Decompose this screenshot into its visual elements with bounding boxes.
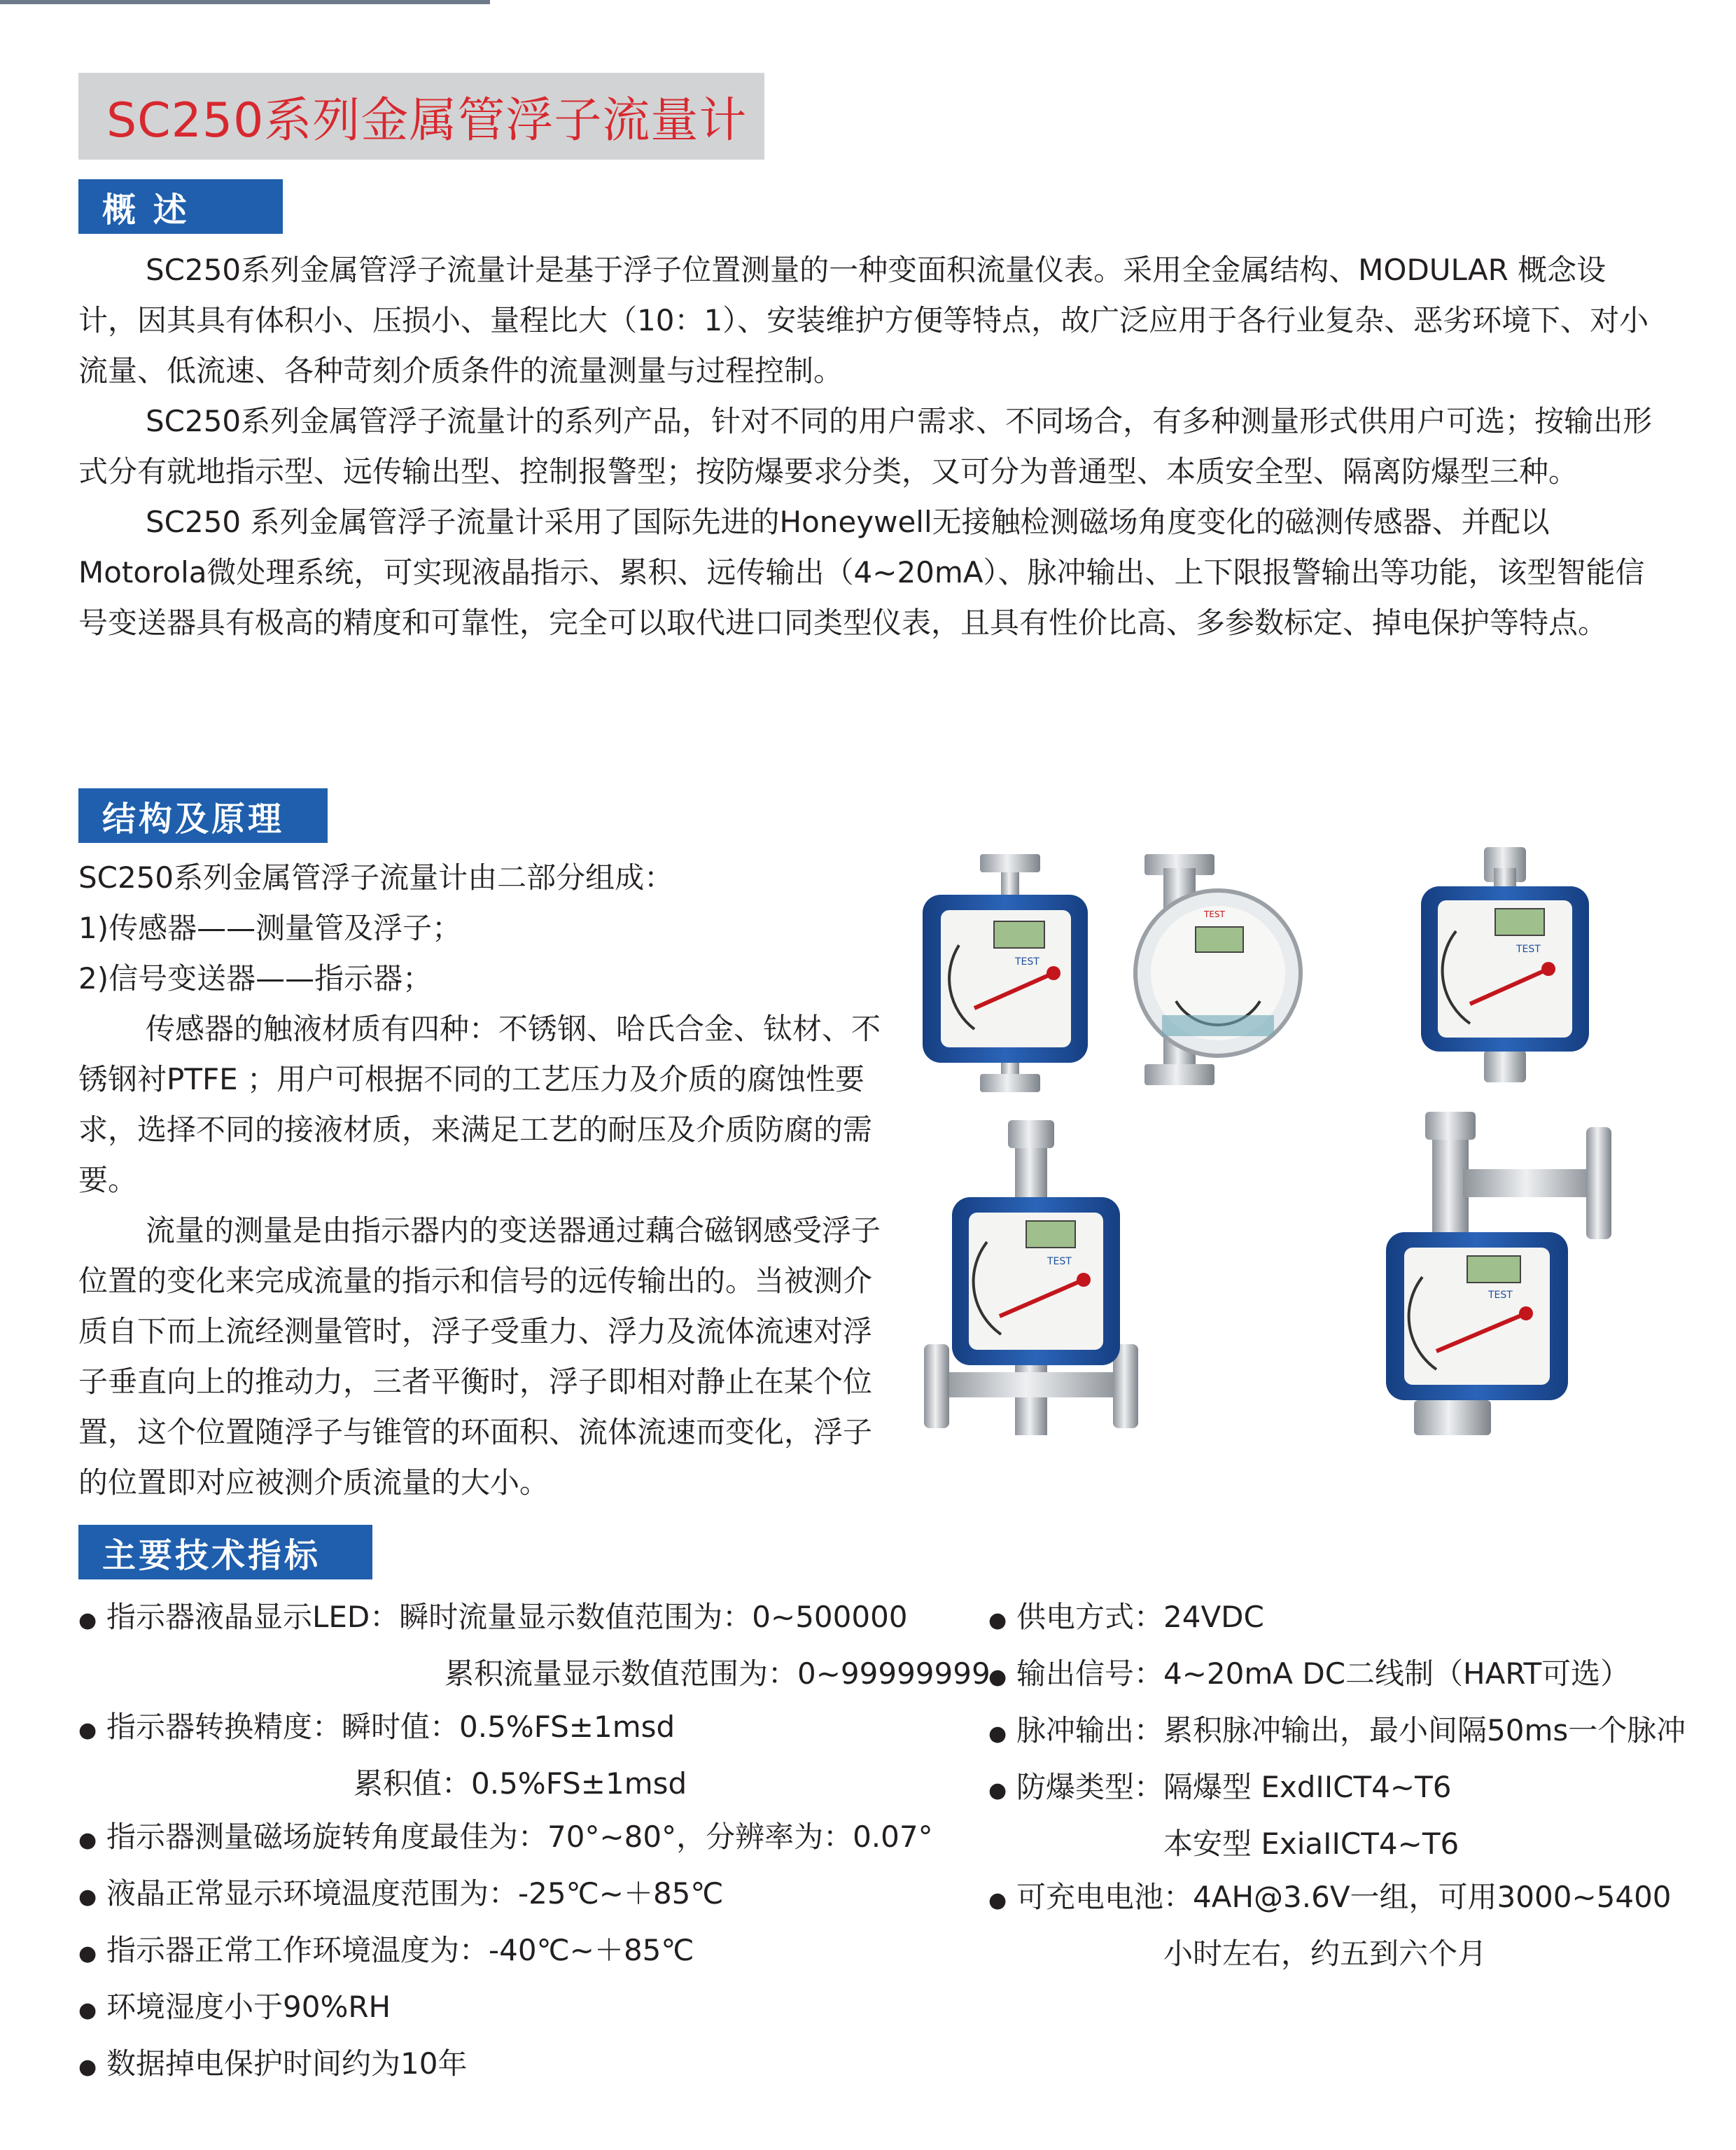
overview-paragraph-2: SC250系列金属管浮子流量计的系列产品，针对不同的用户需求、不同场合，有多种测量形式供用户可选；按输出形式分有就地指示型、远传输出型、控制报警型；按防爆要求分类，又可分为普通型、本质安全型、隔离防爆型三种。 [78,404,1653,489]
spec-right-3 [988,1704,1688,1761]
spec-right-7-text: 小时左右，约五到六个月 [1163,1936,1488,1971]
flowmeter-photo-2 [1135,854,1301,1085]
spec-right-2-text: 输出信号：4~20mA DC二线制（HART可选） [1016,1656,1630,1691]
spec-left-9-text: 数据掉电保护时间约为10年 [106,2046,468,2081]
spec-left-7 [78,1924,988,1981]
spec-right-6 [988,1871,1688,1927]
spec-left-6-text: 液晶正常显示环境温度范围为：-25℃~＋85℃ [106,1876,724,1911]
spec-left-5-text: 指示器测量磁场旋转角度最佳为：70°~80°，分辨率为：0.07° [106,1820,933,1854]
spec-left-2 [78,1647,988,1701]
spec-left-2-text: 累积流量显示数值范围为：0~99999999 [444,1656,990,1691]
spec-right-5-text: 本安型 ExiaIICT4~T6 [1163,1827,1460,1861]
top-rule [0,0,490,4]
spec-right-5 [988,1817,1688,1871]
spec-left-7-text: 指示器正常工作环境温度为：-40℃~＋85℃ [106,1933,694,1967]
section-heading-overview: 概 述 [78,179,283,234]
meter-1-brand-label: TEST [1015,956,1040,968]
flowmeter-photo-3 [1421,847,1589,1082]
structure-line-2: 1)传感器——测量管及浮子； [78,911,462,945]
structure-text [78,853,883,1508]
flowmeter-photo-4 [924,1120,1138,1435]
spec-left-1-text: 指示器液晶显示LED：瞬时流量显示数值范围为：0~500000 [106,1600,908,1634]
meter-3-brand-label: TEST [1516,944,1541,955]
meter-5-brand-label: TEST [1488,1290,1513,1301]
bullet: ● [78,1941,97,1966]
spec-left-3-text: 指示器转换精度：瞬时值：0.5%FS±1msd [106,1710,676,1744]
bullet: ● [78,2055,97,2079]
spec-left-4 [78,1757,988,1810]
section-heading-specs: 主要技术指标 [78,1525,372,1579]
structure-paragraph-1: 传感器的触液材质有四种：不锈钢、哈氏合金、钛材、不锈钢衬PTFE ；用户可根据不同的工艺压力及介质的腐蚀性要求，选择不同的接液材质，来满足工艺的耐压及介质防腐的需要。 [78,1012,881,1197]
overview-paragraph-3: SC250 系列金属管浮子流量计采用了国际先进的Honeywell无接触检测磁场角度变化的磁测传感器、并配以Motorola微处理系统，可实现液晶指示、累积、远传输出（4~20mA）、脉冲输出、上下限报警输出等功能，该型智能信号变送器具有极高的精度和可靠性，完全可以取代进口同类型仪表，且具有性价比高、多参数标定、掉电保护等特点。 [78,505,1645,640]
spec-left-8 [78,1981,988,2037]
product-photos [910,840,1666,1456]
spec-left-3 [78,1701,988,1757]
spec-left-4-text: 累积值：0.5%FS±1msd [354,1766,687,1801]
spec-right-1 [988,1591,1688,1647]
meter-4-brand-label: TEST [1047,1256,1072,1267]
spec-right-2 [988,1647,1688,1704]
bullet: ● [78,1828,97,1852]
specs-left-column [78,1591,988,2094]
bullet: ● [988,1665,1007,1689]
bullet: ● [78,1998,97,2023]
spec-left-1 [78,1591,988,1647]
structure-line-1: SC250系列金属管浮子流量计由二部分组成： [78,860,674,895]
spec-left-8-text: 环境湿度小于90%RH [106,1990,391,2024]
structure-paragraph-2: 流量的测量是由指示器内的变送器通过藕合磁钢感受浮子位置的变化来完成流量的指示和信号的远传输出的。当被测介质自下而上流经测量管时，浮子受重力、浮力及流体流速对浮子垂直向上的推动力，三者平衡时，浮子即相对静止在某个位置，这个位置随浮子与锥管的环面积、流体流速而变化，浮子的位置即对应被测介质流量的大小。 [78,1213,881,1500]
spec-left-9 [78,2037,988,2094]
section-heading-structure: 结构及原理 [78,788,328,843]
spec-right-4 [988,1761,1688,1817]
overview-paragraph-1: SC250系列金属管浮子流量计是基于浮子位置测量的一种变面积流量仪表。采用全金属结构、MODULAR 概念设计，因其具有体积小、压损小、量程比大（10：1）、安装维护方便等特点，故广泛应用于各行业复杂、恶劣环境下、对小流量、低流速、各种苛刻介质条件的流量测量与过程控制。 [78,253,1649,388]
bullet: ● [988,1722,1007,1746]
flowmeter-photo-5 [1386,1112,1611,1435]
spec-right-6-text: 可充电电池：4AH@3.6V一组，可用3000~5400 [1016,1880,1672,1914]
page-title: SC250系列金属管浮子流量计 [106,92,748,148]
spec-right-3-text: 脉冲输出：累积脉冲输出，最小间隔50ms一个脉冲 [1016,1713,1686,1747]
specs-right-column [988,1591,1688,1981]
meter-2-brand-label: TEST [1204,909,1225,919]
flowmeter-photo-1 [923,854,1088,1092]
spec-left-5 [78,1810,988,1867]
bullet: ● [78,1608,97,1633]
structure-line-3: 2)信号变送器——指示器； [78,961,433,996]
spec-left-6 [78,1867,988,1924]
overview-text [78,245,1655,648]
bullet: ● [988,1778,1007,1803]
bullet: ● [988,1888,1007,1913]
bullet: ● [988,1608,1007,1633]
spec-right-7 [988,1927,1688,1981]
bullet: ● [78,1885,97,1909]
spec-right-4-text: 防爆类型：隔爆型 ExdIICT4~T6 [1016,1770,1452,1804]
bullet: ● [78,1718,97,1743]
title-banner [78,73,764,160]
spec-right-1-text: 供电方式：24VDC [1016,1600,1264,1634]
